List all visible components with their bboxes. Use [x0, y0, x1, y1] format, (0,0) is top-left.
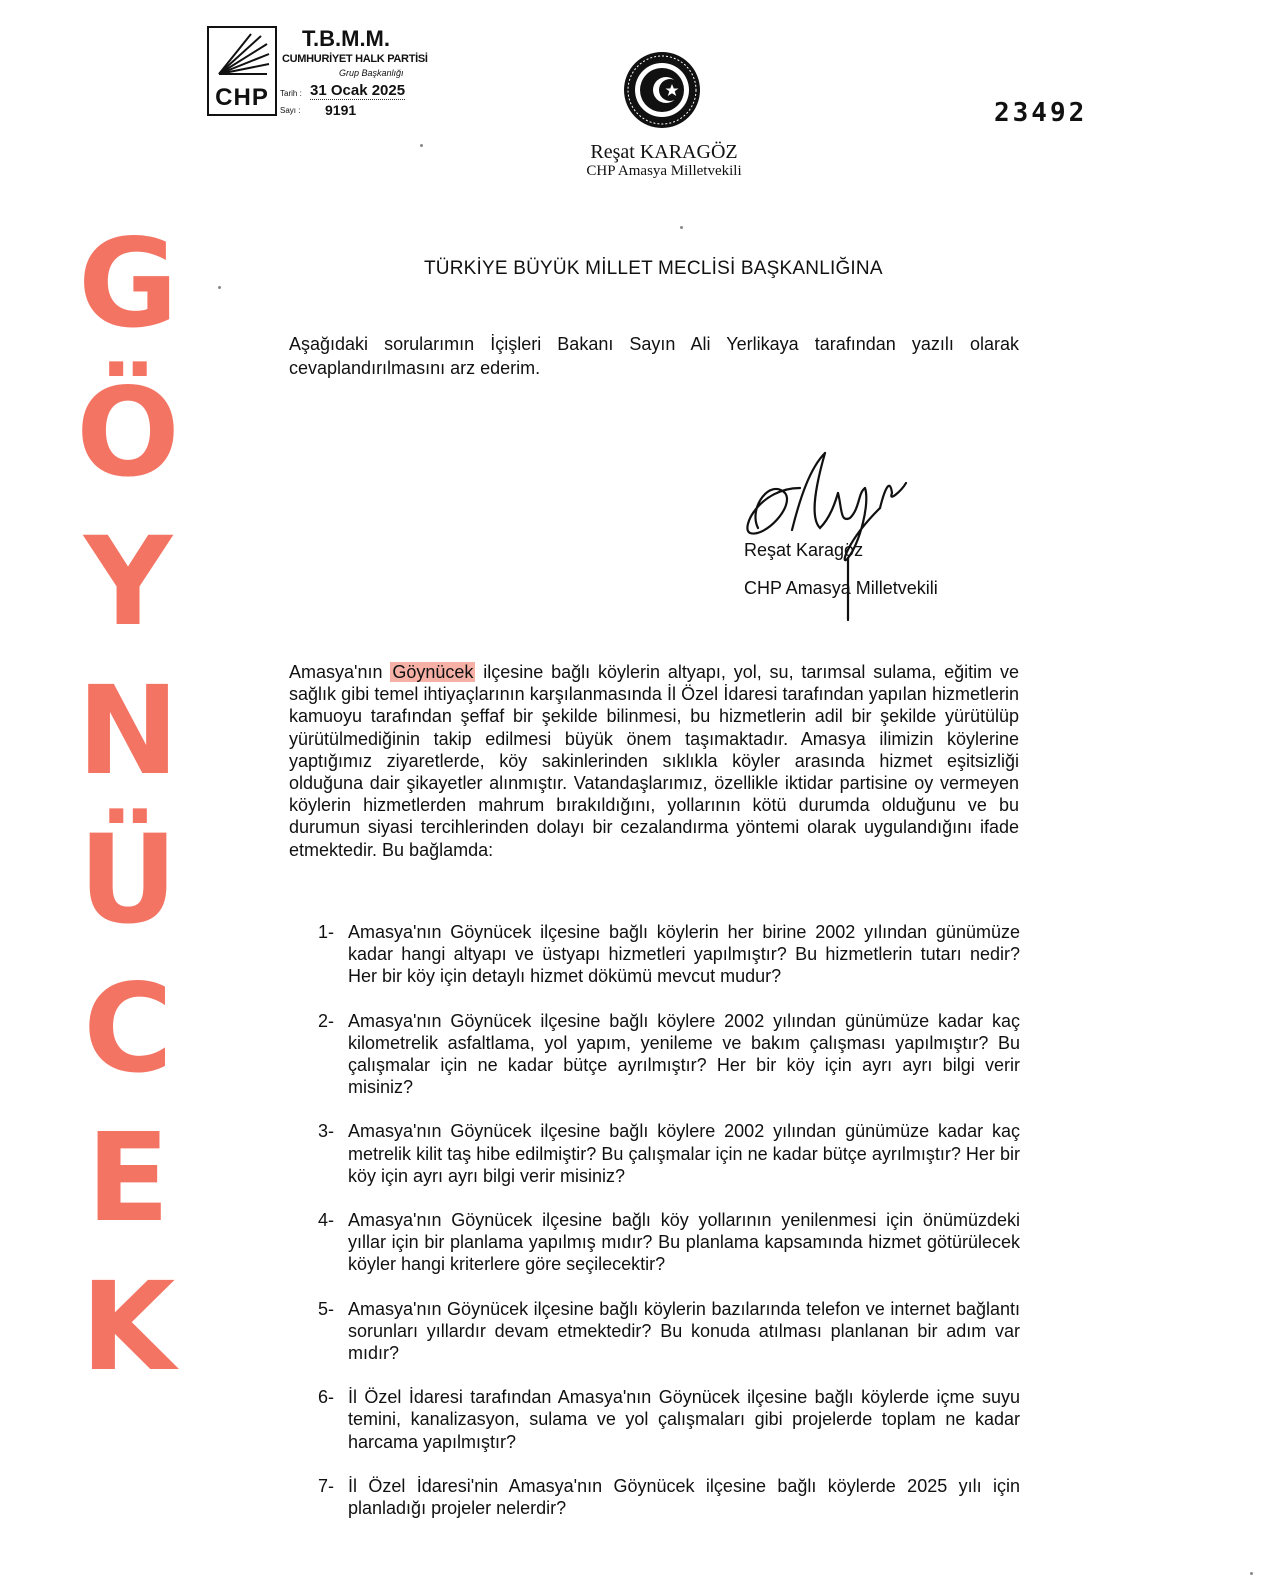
chp-arrows-icon [211, 30, 273, 86]
question-text: İl Özel İdaresi tarafından Amasya'nın Göynücek ilçesine bağlı köylerde içme suyu temini, kanalizasyon, sulama ve yol çalışmaları gibi projelerde toplam ne kadar harcama yapılmıştır? [348, 1387, 1020, 1452]
question-text: Amasya'nın Göynücek ilçesine bağlı köylerin her birine 2002 yılından günümüze kadar hangi altyapı ve üstyapı hizmetleri yapılmıştır? Bu hizmetlerin tutarı nedir? Her bir köy için detaylı hizmet dökümü mevcut mudur? [348, 922, 1020, 987]
questions-list [318, 921, 1020, 1519]
body-text-rest: ilçesine bağlı köylerin altyapı, yol, su, tarımsal sulama, eğitim ve sağlık gibi temel ihtiyaçlarının karşılanmasında İl Özel İdaresi tarafından yapılan hizmetlerin kamuoyu tarafından şeffaf bir şekilde bilinmesi, bu hizmetlerin adil bir şekilde yürütülüp yürütülmediğinin takip edilmesi büyük önem taşımaktadır. Amasya ilimizin köylerine yaptığımız ziyaretlerde, köy sakinlerinden sıklıkla köyler arasında hizmet eşitsizliği olduğuna dair şikayetler alınmıştır. Vatandaşlarımız, özellikle iktidar partisine oy vermeyen köylerin hizmetlerden mahrum bırakıldığını, yollarının kötü durumda olduğunu ve bu durumun siyasi tercihlerinden dolayı bir cezalandırma yöntemi olarak uygulandığını ifade etmektedir. Bu bağlamda: [289, 662, 1019, 860]
received-stamp [207, 26, 437, 121]
question-text: Amasya'nın Göynücek ilçesine bağlı köy yollarının yenilenmesi için önümüzdeki yıllar için bir planlama yapılmış mıdır? Bu planlama kapsamında hizmet götürülecek köyler hangi kriterlere göre seçilecektir? [348, 1210, 1020, 1275]
vertical-watermark [78, 210, 178, 1402]
stamp-number: 9191 [325, 102, 357, 118]
watermark-letter: E [86, 1107, 170, 1249]
list-item [318, 921, 1020, 988]
watermark-letter: N [76, 660, 180, 802]
question-number: 4- [318, 1210, 335, 1231]
question-text: Amasya'nın Göynücek ilçesine bağlı köylere 2002 yılından günümüze kadar kaç metrelik kilit taş hibe edilmiştir? Bu çalışmalar için ne kadar bütçe ayrılmıştır? Her bir köy için ayrı ayrı bilgi verir misiniz? [348, 1121, 1020, 1186]
body-paragraph [289, 661, 1019, 861]
chp-logo [207, 26, 277, 116]
watermark-letter: G [77, 213, 179, 355]
watermark-letter: C [83, 958, 173, 1100]
list-item [318, 1386, 1020, 1453]
tbmm-emblem-icon [622, 50, 702, 130]
stamp-date: 31 Ocak 2025 [310, 82, 406, 99]
question-number: 3- [318, 1121, 335, 1142]
body-text-start: Amasya'nın [289, 662, 391, 682]
question-number: 2- [318, 1010, 335, 1031]
question-number: 7- [318, 1475, 335, 1496]
question-number: 1- [318, 922, 335, 942]
list-item [318, 1475, 1020, 1519]
question-text: Amasya'nın Göynücek ilçesine bağlı köylerin bazılarında telefon ve internet bağlantı sorunları yıllardır devam etmektedir? Bu konuda atılması planlanan bir adım var mıdır? [348, 1298, 1020, 1364]
stamp-office: Grup Başkanlığı [339, 68, 404, 78]
question-text: Amasya'nın Göynücek ilçesine bağlı köylere 2002 yılından günümüze kadar kaç kilometrelik asfaltlama, yol yapım, yenileme ve bakım çalışması yapılmıştır? Bu çalışmalar için ne kadar bütçe ayrılmıştır? Her bir köy için ayrı ayrı bilgi verir misiniz? [348, 1010, 1020, 1098]
watermark-letter: Y [83, 511, 173, 653]
signature-name: Reşat Karagöz [744, 540, 864, 560]
stamp-org: T.B.M.M. [302, 26, 390, 51]
page-title: TÜRKİYE BÜYÜK MİLLET MECLİSİ BAŞKANLIĞINA [424, 258, 883, 279]
stamp-number-label: Sayı : [280, 106, 301, 115]
question-number: 6- [318, 1387, 335, 1408]
header-mp-name: Reşat KARAGÖZ [590, 141, 738, 163]
watermark-letter: K [80, 1256, 176, 1398]
list-item [318, 1209, 1020, 1276]
signature-title: CHP Amasya Milletvekili [744, 578, 938, 598]
scan-speck [1250, 1572, 1253, 1575]
list-item [318, 1298, 1020, 1365]
scan-speck [218, 286, 221, 289]
scan-speck [420, 144, 423, 147]
question-text: İl Özel İdaresi'nin Amasya'nın Göynücek ilçesine bağlı köylerde 2025 yılı için planladığı projeler nelerdir? [348, 1475, 1020, 1519]
watermark-letter: Ö [76, 362, 180, 504]
question-number: 5- [318, 1298, 335, 1319]
intro-paragraph: Aşağıdaki sorularımın İçişleri Bakanı Sayın Ali Yerlikaya tarafından yazılı olarak cevaplandırılmasını arz ederim. [289, 334, 1019, 378]
watermark-letter: Ü [78, 809, 178, 951]
list-item [318, 1120, 1020, 1187]
stamp-date-label: Tarih : [280, 89, 302, 98]
document-number: 23492 [994, 98, 1088, 128]
highlighted-district: Göynücek [392, 662, 474, 682]
list-item [318, 1010, 1020, 1099]
handwritten-signature [730, 448, 920, 628]
chp-logo-text: CHP [215, 84, 269, 111]
header-mp-title: CHP Amasya Milletvekili [586, 163, 742, 179]
stamp-party: CUMHURİYET HALK PARTİSİ [282, 53, 428, 65]
scan-speck [680, 226, 683, 229]
